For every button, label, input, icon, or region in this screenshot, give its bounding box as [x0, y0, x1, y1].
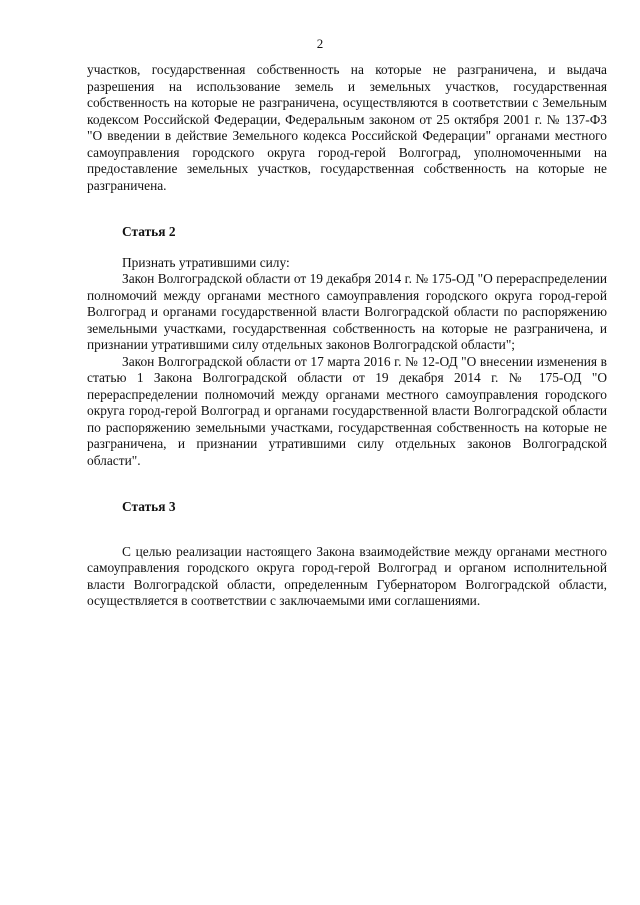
intro-paragraph: участков, государственная собственность на которые не разграничена, и выдача разрешения на использование земель и земельных участков, государственная собственность на которые не разграничена, осуществляются в соответствии с Земельным кодексом Российской Федерации, Федеральным законом от 25 октября 2001 г. № 137-ФЗ "О введении в действие Земельного кодекса Российской Федерации" органами местного самоуправления городского округа город-герой Волгоград, уполномоченными на предоставление земельных участков, государственная собственность на которые не разграничена. — [87, 62, 607, 193]
document-body — [87, 62, 607, 610]
article-3-text: С целью реализации настоящего Закона взаимодействие между органами местного самоуправления городского округа город-герой Волгоград и органом исполнительной власти Волгоградской области, определенным Губернатором Волгоградской области, осуществляется в соответствии с заключаемыми ими соглашениями. — [87, 543, 607, 608]
article-2-item-2: Закон Волгоградской области от 17 марта 2016 г. № 12-ОД "О внесении изменения в статью 1 Закона Волгоградской области от 19 декабря 2014 г. № 175-ОД "О перераспределении полномочий между органами местного самоуправления городского округа город-герой Волгоград и органами государственной власти Волгоградской области по распоряжению земельными участками, государственная собственность на которые не разграничена, и признании утратившими силу отдельных законов Волгоградской области". — [87, 353, 607, 468]
page-number: 2 — [316, 36, 324, 51]
spacer — [87, 194, 607, 224]
article-2-item-1: Закон Волгоградской области от 19 декабря 2014 г. № 175-ОД "О перераспределении полномочий между органами местного самоуправления городского округа город-герой Волгоград и органами государственной власти Волгоградской области по распоряжению земельными участками, государственная собственность на которые не разграничена, и признании утратившими силу отдельных законов Волгоградской области"; — [87, 271, 607, 352]
article-2-heading: Статья 2 — [122, 224, 176, 239]
spacer — [87, 241, 607, 255]
spacer — [87, 530, 607, 544]
article-3-heading: Статья 3 — [122, 499, 176, 514]
spacer — [87, 516, 607, 530]
spacer — [87, 469, 607, 499]
article-2-lead: Признать утратившими силу: — [122, 254, 290, 270]
